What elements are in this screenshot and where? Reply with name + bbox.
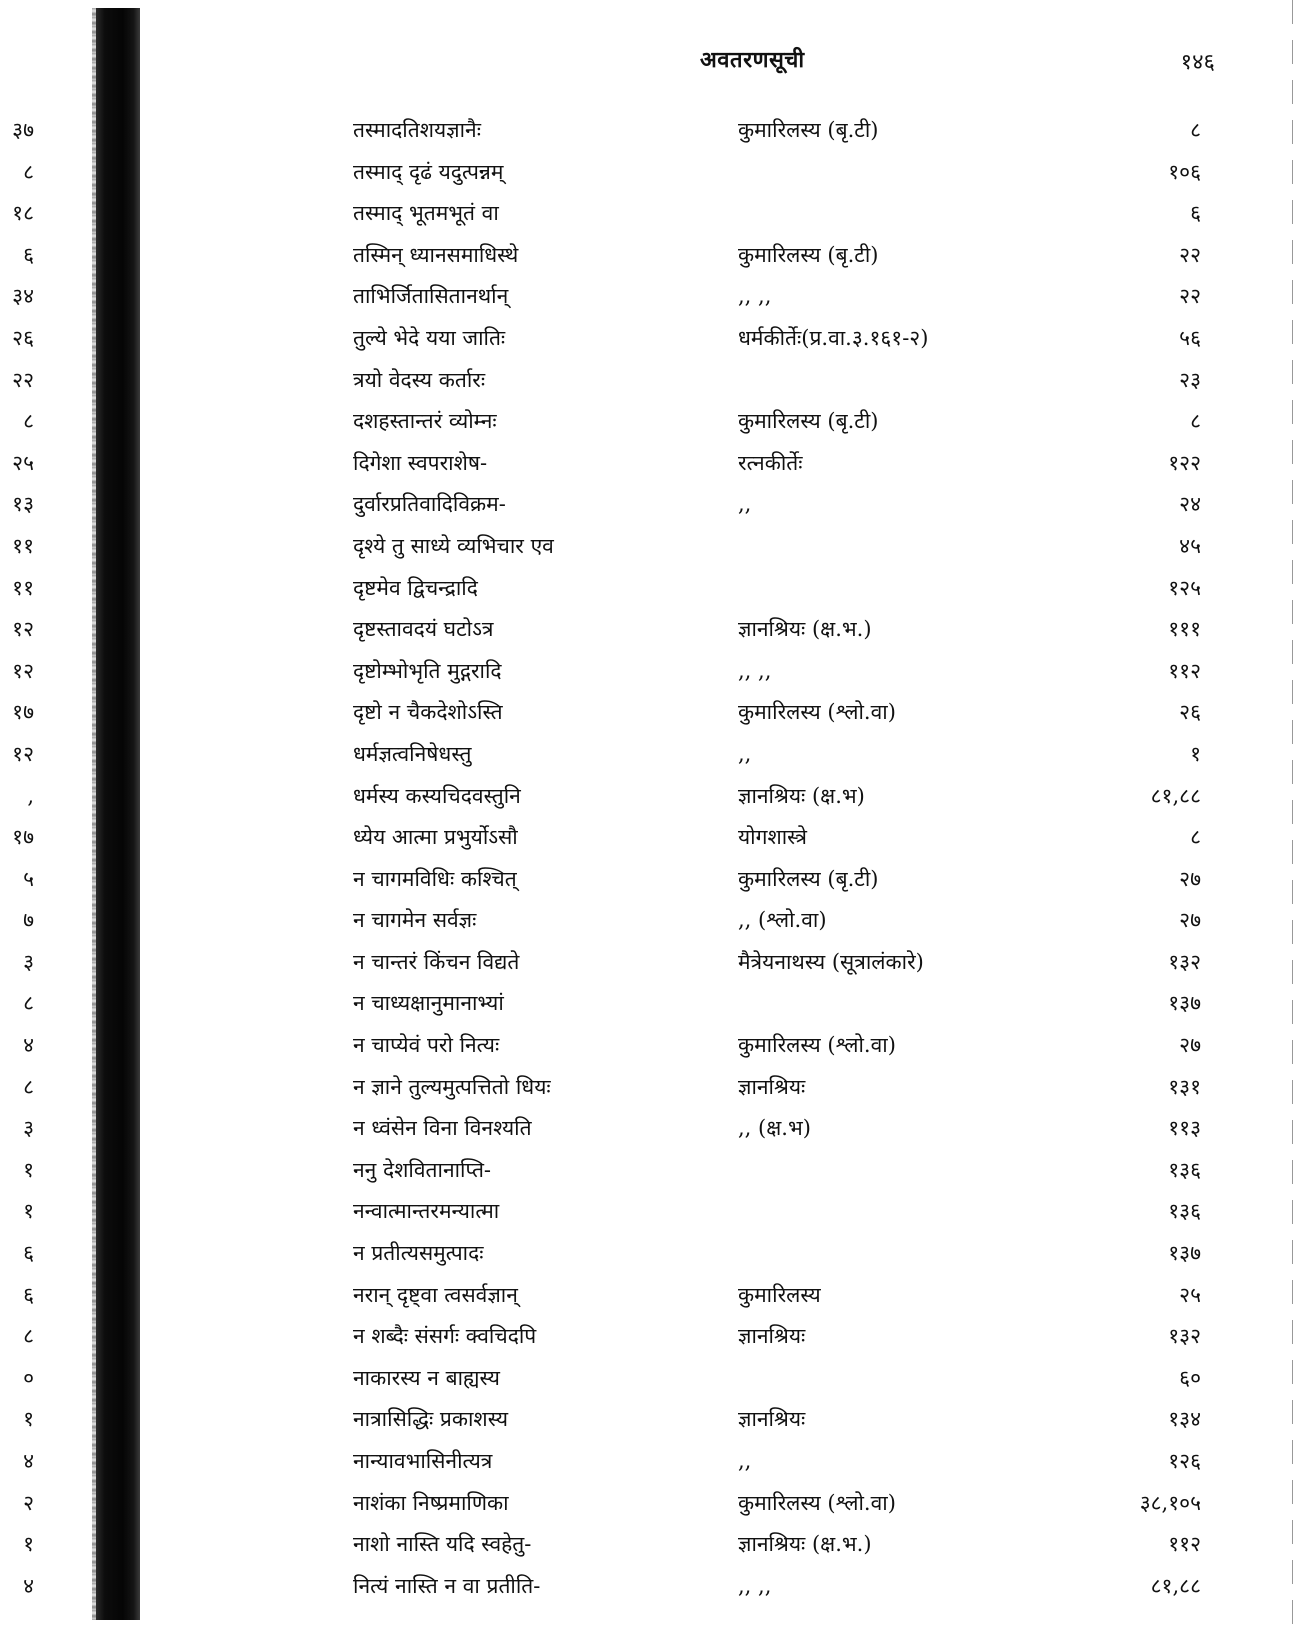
- index-entry: [0, 1524, 1301, 1566]
- margin-number: १८: [12, 201, 34, 226]
- margin-number: ६: [23, 1282, 34, 1307]
- margin-number: २५: [12, 450, 34, 475]
- entry-page-ref: ११२: [1168, 1532, 1201, 1557]
- entry-page-ref: १३७: [1168, 991, 1201, 1016]
- entry-source: ,, (क्ष.भ): [738, 1116, 811, 1141]
- entry-quote: धर्मस्य कस्यचिदवस्तुनि: [353, 783, 521, 808]
- entry-page-ref: १२२: [1168, 450, 1201, 475]
- margin-number: १२: [12, 658, 34, 683]
- margin-number: ६: [23, 1241, 34, 1266]
- index-entry: [0, 401, 1301, 443]
- entry-quote: दिगेशा स्वपराशेष-: [353, 450, 488, 475]
- index-entry: [0, 526, 1301, 568]
- entry-quote: नन्वात्मान्तरमन्यात्मा: [353, 1199, 500, 1224]
- margin-number: १: [23, 1157, 34, 1182]
- entry-source: ,,: [738, 492, 752, 517]
- index-entry: [0, 776, 1301, 818]
- entry-source: रत्नकीर्तेः: [738, 450, 803, 475]
- entry-quote: दृष्टमेव द्विचन्द्रादि: [353, 575, 478, 600]
- entry-page-ref: १०६: [1168, 159, 1201, 184]
- entry-quote: दुर्वारप्रतिवादिविक्रम-: [353, 492, 506, 517]
- index-entry: [0, 235, 1301, 277]
- margin-number: ८: [23, 409, 34, 434]
- entry-page-ref: १३७: [1168, 1241, 1201, 1266]
- margin-number: १: [23, 1199, 34, 1224]
- index-entry: [0, 817, 1301, 859]
- entry-page-ref: ३८,१०५: [1139, 1490, 1201, 1515]
- entry-source: ,, (श्लो.वा): [738, 908, 827, 933]
- entry-page-ref: ८: [1190, 825, 1201, 850]
- entry-source: धर्मकीर्तेः(प्र.वा.३.१६१-२): [738, 325, 929, 350]
- index-entry: [0, 1233, 1301, 1275]
- margin-number: २२: [12, 367, 34, 392]
- margin-number: ४: [23, 1449, 34, 1473]
- entry-page-ref: ६०: [1179, 1365, 1201, 1390]
- entry-source: कुमारिलस्य (श्लो.वा): [738, 700, 896, 725]
- entry-page-ref: ८: [1190, 409, 1201, 434]
- index-entry: [0, 1358, 1301, 1400]
- entry-quote: ताभिर्जितासितानर्थान्: [353, 284, 509, 309]
- entry-quote: न चागमेन सर्वज्ञः: [353, 908, 477, 933]
- entry-quote: नाकारस्य न बाह्यस्य: [353, 1365, 500, 1390]
- entry-page-ref: २४: [1179, 492, 1201, 517]
- index-entry: [0, 1483, 1301, 1525]
- index-entry: [0, 1191, 1301, 1233]
- index-entry: [0, 1275, 1301, 1317]
- entry-source: ,, ,,: [738, 284, 772, 309]
- margin-number: १२: [12, 741, 34, 766]
- margin-number: ११: [12, 533, 34, 558]
- entry-quote: तस्माद् दृढं यदुत्पन्नम्: [353, 159, 504, 184]
- entry-page-ref: ६: [1190, 201, 1201, 226]
- entry-source: योगशास्त्रे: [738, 825, 807, 850]
- entry-source: कुमारिलस्य (श्लो.वा): [738, 1033, 896, 1058]
- entry-source: कुमारिलस्य (बृ.टी): [738, 409, 879, 434]
- entry-source: ज्ञानश्रियः: [738, 1407, 806, 1432]
- entry-quote: नरान् दृष्ट्वा त्वसर्वज्ञान्: [353, 1282, 518, 1307]
- index-entry: [0, 983, 1301, 1025]
- margin-number: ३७: [12, 118, 34, 142]
- entry-quote: न ज्ञाने तुल्यमुत्पत्तितो धियः: [353, 1074, 551, 1099]
- entry-quote: नित्यं नास्ति न वा प्रतीति-: [353, 1573, 541, 1598]
- entry-quote: ध्येय आत्मा प्रभुर्योऽसौ: [353, 825, 518, 850]
- entry-page-ref: १११: [1168, 617, 1201, 642]
- margin-number: ४: [23, 1573, 34, 1598]
- index-entry: [0, 318, 1301, 360]
- margin-number: ३: [23, 949, 34, 974]
- margin-number: ६: [23, 242, 34, 267]
- margin-number: ८: [23, 159, 34, 184]
- entry-quote: नान्यावभासिनीत्यत्र: [353, 1449, 493, 1473]
- index-entry: [0, 443, 1301, 485]
- index-entry: [0, 360, 1301, 402]
- margin-number: ११: [12, 575, 34, 600]
- entry-page-ref: ११२: [1168, 658, 1201, 683]
- margin-number: ७: [23, 908, 34, 933]
- index-entry: [0, 1441, 1301, 1483]
- margin-number: ८: [23, 1074, 34, 1099]
- index-entry: [0, 734, 1301, 776]
- entry-page-ref: २७: [1179, 908, 1201, 933]
- quotation-index-list: [0, 110, 1301, 1607]
- page-title: अवतरणसूची: [700, 47, 805, 73]
- margin-number: ४: [23, 1033, 34, 1058]
- entry-page-ref: १३१: [1168, 1074, 1201, 1099]
- margin-number: १७: [12, 700, 34, 725]
- margin-number: ०: [23, 1365, 34, 1390]
- entry-page-ref: १२६: [1168, 1449, 1201, 1473]
- entry-page-ref: १२५: [1168, 575, 1201, 600]
- entry-source: ,, ,,: [738, 658, 772, 683]
- margin-number: १७: [12, 825, 34, 850]
- index-entry: [0, 1316, 1301, 1358]
- entry-quote: दृष्टस्तावदयं घटोऽत्र: [353, 617, 494, 642]
- entry-page-ref: २२: [1179, 242, 1201, 267]
- entry-page-ref: २५: [1179, 1282, 1201, 1307]
- margin-number: ३: [23, 1116, 34, 1141]
- entry-page-ref: १३२: [1168, 1324, 1201, 1349]
- entry-source: ,, ,,: [738, 1573, 772, 1598]
- index-entry: [0, 651, 1301, 693]
- entry-page-ref: १: [1190, 741, 1201, 766]
- entry-quote: न चाध्यक्षानुमानाभ्यां: [353, 991, 504, 1016]
- entry-page-ref: ८: [1190, 118, 1201, 142]
- margin-number: १२: [12, 617, 34, 642]
- entry-page-ref: ५६: [1179, 325, 1201, 350]
- entry-page-ref: १३६: [1168, 1199, 1201, 1224]
- margin-number: ,: [27, 783, 34, 808]
- margin-number: ५: [23, 866, 34, 891]
- entry-quote: न शब्दैः संसर्गः क्वचिदपि: [353, 1324, 537, 1349]
- index-entry: [0, 1566, 1301, 1608]
- margin-number: ८: [23, 991, 34, 1016]
- entry-quote: नात्रासिद्धिः प्रकाशस्य: [353, 1407, 509, 1432]
- page-number: १४६: [1180, 50, 1215, 75]
- entry-quote: तस्माद् भूतमभूतं वा: [353, 201, 499, 226]
- entry-page-ref: २७: [1179, 866, 1201, 891]
- entry-quote: तस्मिन् ध्यानसमाधिस्थे: [353, 242, 519, 267]
- entry-page-ref: १३६: [1168, 1157, 1201, 1182]
- entry-page-ref: २७: [1179, 1033, 1201, 1058]
- entry-quote: न प्रतीत्यसमुत्पादः: [353, 1241, 484, 1266]
- index-entry: [0, 692, 1301, 734]
- index-entry: [0, 276, 1301, 318]
- index-entry: [0, 859, 1301, 901]
- index-entry: [0, 1150, 1301, 1192]
- entry-page-ref: ८१,८८: [1150, 1573, 1201, 1598]
- entry-page-ref: १३४: [1168, 1407, 1201, 1432]
- entry-quote: न चागमविधिः कश्चित्: [353, 866, 517, 891]
- entry-quote: त्रयो वेदस्य कर्तारः: [353, 367, 486, 392]
- entry-quote: न चान्तरं किंचन विद्यते: [353, 949, 520, 974]
- entry-source: ज्ञानश्रियः (क्ष.भ.): [738, 1532, 872, 1557]
- entry-source: ,,: [738, 1449, 752, 1473]
- margin-number: १३: [12, 492, 34, 517]
- entry-quote: तुल्ये भेदे यया जातिः: [353, 325, 506, 350]
- index-entry: [0, 152, 1301, 194]
- entry-source: कुमारिलस्य (बृ.टी): [738, 866, 879, 891]
- index-entry: [0, 568, 1301, 610]
- entry-quote: नाशो नास्ति यदि स्वहेतु-: [353, 1532, 532, 1557]
- entry-quote: दृश्ये तु साध्ये व्यभिचार एव: [353, 533, 554, 558]
- entry-page-ref: २३: [1179, 367, 1201, 392]
- index-entry: [0, 1025, 1301, 1067]
- entry-source: कुमारिलस्य (बृ.टी): [738, 118, 879, 142]
- margin-number: ३४: [12, 284, 34, 309]
- index-entry: [0, 193, 1301, 235]
- entry-quote: नाशंका निष्प्रमाणिका: [353, 1490, 509, 1515]
- entry-page-ref: २२: [1179, 284, 1201, 309]
- margin-number: २: [23, 1490, 34, 1515]
- entry-quote: ननु देशवितानाप्ति-: [353, 1157, 492, 1182]
- index-entry: [0, 1399, 1301, 1441]
- entry-source: ज्ञानश्रियः (क्ष.भ): [738, 783, 865, 808]
- entry-source: ज्ञानश्रियः: [738, 1324, 806, 1349]
- entry-quote: तस्मादतिशयज्ञानैः: [353, 118, 481, 142]
- entry-quote: न ध्वंसेन विना विनश्यति: [353, 1116, 532, 1141]
- entry-source: कुमारिलस्य (बृ.टी): [738, 242, 879, 267]
- entry-page-ref: ४५: [1179, 533, 1201, 558]
- index-entry: [0, 484, 1301, 526]
- entry-page-ref: ११३: [1168, 1116, 1201, 1141]
- entry-quote: धर्मज्ञत्वनिषेधस्तु: [353, 741, 472, 766]
- margin-number: ८: [23, 1324, 34, 1349]
- entry-source: कुमारिलस्य (श्लो.वा): [738, 1490, 896, 1515]
- entry-quote: न चाप्येवं परो नित्यः: [353, 1033, 500, 1058]
- index-entry: [0, 110, 1301, 152]
- index-entry: [0, 609, 1301, 651]
- entry-source: कुमारिलस्य: [738, 1282, 821, 1307]
- margin-number: १: [23, 1407, 34, 1432]
- entry-source: ज्ञानश्रियः (क्ष.भ.): [738, 617, 872, 642]
- entry-quote: दृष्टोम्भोभृति मुद्गरादि: [353, 658, 502, 683]
- entry-page-ref: ८१,८८: [1150, 783, 1201, 808]
- index-entry: [0, 900, 1301, 942]
- margin-number: १: [23, 1532, 34, 1557]
- entry-quote: दशहस्तान्तरं व्योम्नः: [353, 409, 497, 434]
- entry-source: ज्ञानश्रियः: [738, 1074, 806, 1099]
- index-entry: [0, 942, 1301, 984]
- entry-quote: दृष्टो न चैकदेशोऽस्ति: [353, 700, 503, 725]
- entry-source: मैत्रेयनाथस्य (सूत्रालंकारे): [738, 949, 924, 974]
- margin-number: २६: [12, 325, 34, 350]
- index-entry: [0, 1067, 1301, 1109]
- index-entry: [0, 1108, 1301, 1150]
- entry-source: ,,: [738, 741, 752, 766]
- entry-page-ref: १३२: [1168, 949, 1201, 974]
- entry-page-ref: २६: [1179, 700, 1201, 725]
